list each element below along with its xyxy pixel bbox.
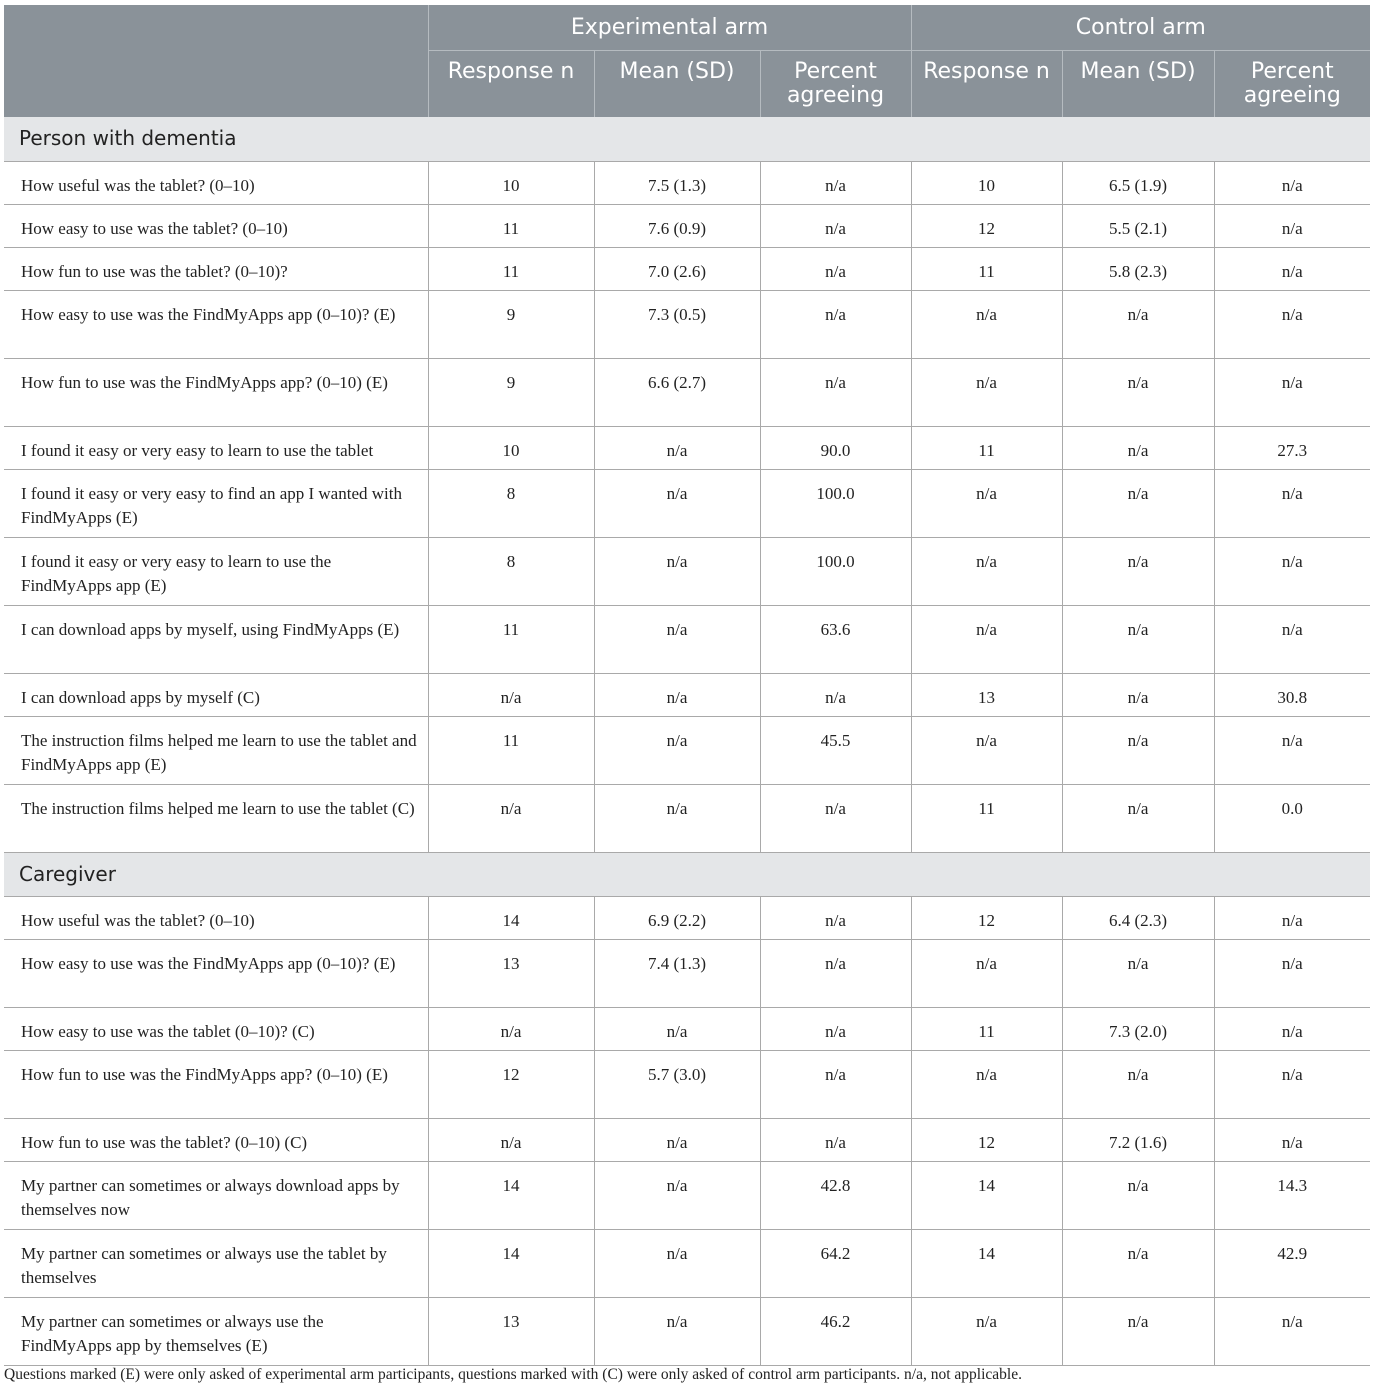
question-cell: How fun to use was the tablet? (0–10)? bbox=[4, 247, 428, 290]
value-cell: 9 bbox=[428, 290, 594, 358]
value-cell: n/a bbox=[594, 1229, 760, 1297]
value-cell: n/a bbox=[760, 784, 911, 852]
value-cell: n/a bbox=[1214, 537, 1370, 605]
table-row bbox=[4, 290, 1370, 358]
value-cell: n/a bbox=[1214, 1297, 1370, 1365]
section-title: Person with dementia bbox=[4, 117, 1370, 161]
value-cell: n/a bbox=[911, 1297, 1062, 1365]
value-cell: 14 bbox=[911, 1161, 1062, 1229]
value-cell: n/a bbox=[911, 716, 1062, 784]
question-cell: How fun to use was the tablet? (0–10) (C) bbox=[4, 1118, 428, 1161]
value-cell: n/a bbox=[911, 469, 1062, 537]
value-cell: n/a bbox=[1214, 1007, 1370, 1050]
value-cell: n/a bbox=[911, 1050, 1062, 1118]
table-row bbox=[4, 426, 1370, 469]
value-cell: n/a bbox=[911, 290, 1062, 358]
table-row bbox=[4, 537, 1370, 605]
question-cell: How fun to use was the FindMyApps app? (0–10) (E) bbox=[4, 1050, 428, 1118]
value-cell: n/a bbox=[911, 605, 1062, 673]
table-header bbox=[4, 5, 1370, 117]
value-cell: n/a bbox=[1062, 1229, 1214, 1297]
value-cell: n/a bbox=[1214, 161, 1370, 204]
value-cell: 11 bbox=[911, 1007, 1062, 1050]
value-cell: n/a bbox=[594, 673, 760, 716]
value-cell: n/a bbox=[760, 204, 911, 247]
value-cell: 11 bbox=[428, 204, 594, 247]
value-cell: n/a bbox=[594, 716, 760, 784]
question-cell: I found it easy or very easy to find an app I wanted with FindMyApps (E) bbox=[4, 469, 428, 537]
value-cell: n/a bbox=[760, 290, 911, 358]
value-cell: n/a bbox=[760, 896, 911, 939]
table-footnote: Questions marked (E) were only asked of experimental arm participants, questions marked with (C) were only asked of control arm participants. n/a, not applicable. bbox=[4, 1366, 1022, 1383]
value-cell: 46.2 bbox=[760, 1297, 911, 1365]
value-cell: 100.0 bbox=[760, 537, 911, 605]
value-cell: 8 bbox=[428, 537, 594, 605]
value-cell: 12 bbox=[911, 1118, 1062, 1161]
value-cell: n/a bbox=[1214, 290, 1370, 358]
value-cell: n/a bbox=[1062, 939, 1214, 1007]
value-cell: n/a bbox=[1062, 1050, 1214, 1118]
value-cell: n/a bbox=[1214, 358, 1370, 426]
value-cell: n/a bbox=[594, 1297, 760, 1365]
value-cell: 30.8 bbox=[1214, 673, 1370, 716]
value-cell: 11 bbox=[428, 605, 594, 673]
value-cell: n/a bbox=[1062, 537, 1214, 605]
value-cell: 14 bbox=[428, 1229, 594, 1297]
table-row bbox=[4, 247, 1370, 290]
value-cell: 7.3 (2.0) bbox=[1062, 1007, 1214, 1050]
table-row bbox=[4, 673, 1370, 716]
value-cell: 11 bbox=[911, 426, 1062, 469]
value-cell: n/a bbox=[760, 1050, 911, 1118]
table-row bbox=[4, 1161, 1370, 1229]
value-cell: 63.6 bbox=[760, 605, 911, 673]
question-cell: How easy to use was the tablet (0–10)? (C) bbox=[4, 1007, 428, 1050]
value-cell: n/a bbox=[1214, 939, 1370, 1007]
value-cell: n/a bbox=[1062, 716, 1214, 784]
value-cell: n/a bbox=[1062, 1297, 1214, 1365]
experimental-arm-header: Experimental arm bbox=[428, 5, 911, 50]
value-cell: 64.2 bbox=[760, 1229, 911, 1297]
value-cell: 13 bbox=[428, 1297, 594, 1365]
value-cell: 11 bbox=[911, 784, 1062, 852]
table-row bbox=[4, 1050, 1370, 1118]
value-cell: n/a bbox=[428, 784, 594, 852]
question-cell: How useful was the tablet? (0–10) bbox=[4, 161, 428, 204]
value-cell: 45.5 bbox=[760, 716, 911, 784]
value-cell: n/a bbox=[1062, 426, 1214, 469]
value-cell: 42.9 bbox=[1214, 1229, 1370, 1297]
section-header-row bbox=[4, 117, 1370, 161]
results-table bbox=[4, 5, 1370, 1366]
exp-percent-agreeing-header: Percent agreeing bbox=[760, 50, 911, 117]
value-cell: n/a bbox=[1214, 204, 1370, 247]
value-cell: n/a bbox=[428, 1118, 594, 1161]
value-cell: 13 bbox=[911, 673, 1062, 716]
value-cell: 11 bbox=[428, 716, 594, 784]
table-row bbox=[4, 1118, 1370, 1161]
value-cell: 14 bbox=[428, 1161, 594, 1229]
value-cell: 7.5 (1.3) bbox=[594, 161, 760, 204]
table-row bbox=[4, 358, 1370, 426]
row-label-header bbox=[4, 5, 428, 117]
value-cell: 8 bbox=[428, 469, 594, 537]
value-cell: n/a bbox=[911, 939, 1062, 1007]
value-cell: n/a bbox=[1062, 290, 1214, 358]
question-cell: How fun to use was the FindMyApps app? (0–10) (E) bbox=[4, 358, 428, 426]
value-cell: 7.6 (0.9) bbox=[594, 204, 760, 247]
value-cell: n/a bbox=[1214, 247, 1370, 290]
value-cell: n/a bbox=[760, 673, 911, 716]
value-cell: n/a bbox=[594, 537, 760, 605]
value-cell: n/a bbox=[594, 469, 760, 537]
value-cell: n/a bbox=[428, 673, 594, 716]
value-cell: 6.9 (2.2) bbox=[594, 896, 760, 939]
value-cell: n/a bbox=[594, 426, 760, 469]
value-cell: 12 bbox=[911, 204, 1062, 247]
question-cell: How easy to use was the FindMyApps app (0–10)? (E) bbox=[4, 290, 428, 358]
value-cell: 5.5 (2.1) bbox=[1062, 204, 1214, 247]
exp-response-n-header: Response n bbox=[428, 50, 594, 117]
value-cell: 6.4 (2.3) bbox=[1062, 896, 1214, 939]
question-cell: The instruction films helped me learn to use the tablet (C) bbox=[4, 784, 428, 852]
question-cell: My partner can sometimes or always use the FindMyApps app by themselves (E) bbox=[4, 1297, 428, 1365]
value-cell: 10 bbox=[428, 161, 594, 204]
question-cell: How easy to use was the tablet? (0–10) bbox=[4, 204, 428, 247]
value-cell: n/a bbox=[760, 358, 911, 426]
value-cell: 10 bbox=[428, 426, 594, 469]
value-cell: 7.3 (0.5) bbox=[594, 290, 760, 358]
table-row bbox=[4, 1229, 1370, 1297]
value-cell: 100.0 bbox=[760, 469, 911, 537]
value-cell: n/a bbox=[1214, 1050, 1370, 1118]
value-cell: n/a bbox=[428, 1007, 594, 1050]
question-cell: I found it easy or very easy to learn to use the FindMyApps app (E) bbox=[4, 537, 428, 605]
control-arm-header: Control arm bbox=[911, 5, 1370, 50]
question-cell: The instruction films helped me learn to use the tablet and FindMyApps app (E) bbox=[4, 716, 428, 784]
value-cell: n/a bbox=[1214, 469, 1370, 537]
value-cell: 7.2 (1.6) bbox=[1062, 1118, 1214, 1161]
value-cell: n/a bbox=[760, 939, 911, 1007]
value-cell: 12 bbox=[428, 1050, 594, 1118]
question-cell: My partner can sometimes or always use the tablet by themselves bbox=[4, 1229, 428, 1297]
exp-mean-sd-header: Mean (SD) bbox=[594, 50, 760, 117]
value-cell: 13 bbox=[428, 939, 594, 1007]
value-cell: 42.8 bbox=[760, 1161, 911, 1229]
table-row bbox=[4, 716, 1370, 784]
value-cell: n/a bbox=[1062, 1161, 1214, 1229]
question-cell: My partner can sometimes or always download apps by themselves now bbox=[4, 1161, 428, 1229]
value-cell: 11 bbox=[911, 247, 1062, 290]
value-cell: n/a bbox=[594, 1007, 760, 1050]
section-header-row bbox=[4, 852, 1370, 896]
value-cell: 6.5 (1.9) bbox=[1062, 161, 1214, 204]
table-row bbox=[4, 605, 1370, 673]
question-cell: I can download apps by myself (C) bbox=[4, 673, 428, 716]
value-cell: n/a bbox=[1062, 469, 1214, 537]
value-cell: n/a bbox=[760, 1118, 911, 1161]
value-cell: n/a bbox=[1062, 605, 1214, 673]
value-cell: n/a bbox=[1214, 716, 1370, 784]
question-cell: I can download apps by myself, using FindMyApps (E) bbox=[4, 605, 428, 673]
value-cell: 11 bbox=[428, 247, 594, 290]
table-row bbox=[4, 1007, 1370, 1050]
value-cell: 27.3 bbox=[1214, 426, 1370, 469]
value-cell: n/a bbox=[594, 605, 760, 673]
value-cell: n/a bbox=[594, 1118, 760, 1161]
ctrl-mean-sd-header: Mean (SD) bbox=[1062, 50, 1214, 117]
value-cell: 14 bbox=[428, 896, 594, 939]
table-row bbox=[4, 896, 1370, 939]
table-row bbox=[4, 161, 1370, 204]
value-cell: 14 bbox=[911, 1229, 1062, 1297]
ctrl-percent-agreeing-header: Percent agreeing bbox=[1214, 50, 1370, 117]
value-cell: 5.8 (2.3) bbox=[1062, 247, 1214, 290]
value-cell: n/a bbox=[1062, 358, 1214, 426]
value-cell: 7.4 (1.3) bbox=[594, 939, 760, 1007]
value-cell: n/a bbox=[594, 784, 760, 852]
value-cell: 9 bbox=[428, 358, 594, 426]
table-body bbox=[4, 117, 1370, 1365]
value-cell: n/a bbox=[1214, 605, 1370, 673]
value-cell: n/a bbox=[594, 1161, 760, 1229]
table-row bbox=[4, 939, 1370, 1007]
value-cell: 7.0 (2.6) bbox=[594, 247, 760, 290]
value-cell: 10 bbox=[911, 161, 1062, 204]
value-cell: 90.0 bbox=[760, 426, 911, 469]
question-cell: I found it easy or very easy to learn to use the tablet bbox=[4, 426, 428, 469]
value-cell: 5.7 (3.0) bbox=[594, 1050, 760, 1118]
table-row bbox=[4, 784, 1370, 852]
value-cell: n/a bbox=[911, 358, 1062, 426]
value-cell: n/a bbox=[760, 161, 911, 204]
value-cell: 6.6 (2.7) bbox=[594, 358, 760, 426]
value-cell: n/a bbox=[1214, 896, 1370, 939]
table-row bbox=[4, 469, 1370, 537]
value-cell: n/a bbox=[1062, 673, 1214, 716]
table-row bbox=[4, 204, 1370, 247]
question-cell: How easy to use was the FindMyApps app (0–10)? (E) bbox=[4, 939, 428, 1007]
ctrl-response-n-header: Response n bbox=[911, 50, 1062, 117]
section-title: Caregiver bbox=[4, 852, 1370, 896]
value-cell: n/a bbox=[911, 537, 1062, 605]
table-row bbox=[4, 1297, 1370, 1365]
value-cell: n/a bbox=[760, 247, 911, 290]
value-cell: n/a bbox=[760, 1007, 911, 1050]
value-cell: 14.3 bbox=[1214, 1161, 1370, 1229]
value-cell: n/a bbox=[1062, 784, 1214, 852]
question-cell: How useful was the tablet? (0–10) bbox=[4, 896, 428, 939]
value-cell: 12 bbox=[911, 896, 1062, 939]
value-cell: 0.0 bbox=[1214, 784, 1370, 852]
value-cell: n/a bbox=[1214, 1118, 1370, 1161]
